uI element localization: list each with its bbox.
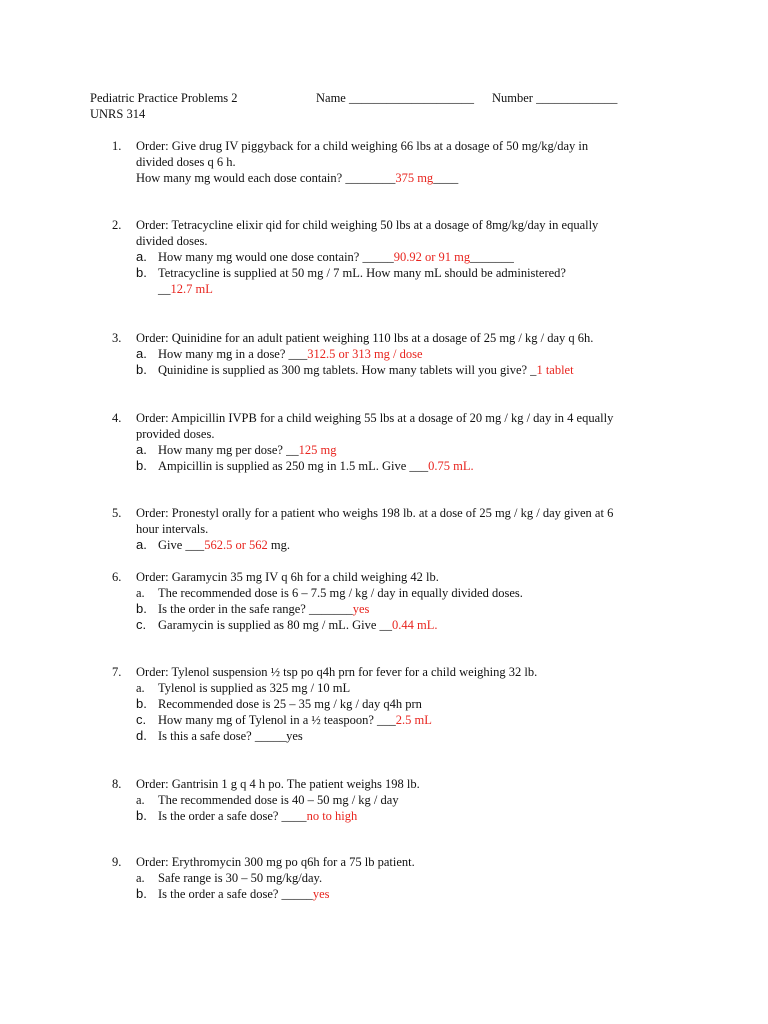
answer-text: no to high (306, 809, 358, 823)
problem-order (136, 505, 613, 537)
question-text: How many mg per dose? __ (158, 443, 299, 457)
number-field-label: Number _____________ (492, 91, 618, 105)
sub-letter: a. (136, 871, 145, 885)
order-line: Order: Tylenol suspension ½ tsp po q4h prn for fever for a child weighing 32 lb. (136, 665, 538, 679)
question-text: How many mg would one dose contain? _____ (158, 250, 394, 264)
problem-8 (112, 776, 420, 824)
order-line: Order: Gantrisin 1 g q 4 h po. The patient weighs 198 lb. (136, 777, 420, 791)
problem-6 (112, 569, 523, 633)
sub-letter: c. (136, 617, 147, 632)
problem-number: 2. (112, 218, 122, 232)
question-text: How many mg would each dose contain? ________ (136, 171, 396, 185)
problem-order (136, 217, 598, 249)
problem-order (136, 854, 415, 870)
unit-text: mg. (267, 538, 290, 552)
question-text: How many mg in a dose? ___ (158, 347, 308, 361)
sub-letter: a. (136, 681, 145, 695)
sub-question (136, 265, 598, 281)
order-line: hour intervals. (136, 522, 209, 536)
order-line: Order: Quinidine for an adult patient weighing 110 lbs at a dosage of 25 mg / kg / day q 6h. (136, 331, 594, 345)
answer-text: 0.75 mL. (428, 459, 474, 473)
question-text: Ampicillin is supplied as 250 mg in 1.5 mL. Give ___ (158, 459, 429, 473)
answer-text: 1 tablet (536, 363, 574, 377)
sub-letter: a. (136, 537, 147, 552)
sub-question (136, 362, 593, 378)
answer-text: 0.44 mL. (392, 618, 438, 632)
question-text: Is the order a safe dose? ____ (158, 809, 307, 823)
order-line: Order: Ampicillin IVPB for a child weighing 55 lbs at a dosage of 20 mg / kg / day in 4 equally (136, 411, 614, 425)
question-text: Tylenol is supplied as 325 mg / 10 mL (158, 681, 351, 695)
problem-order (136, 664, 537, 680)
problem-order (136, 330, 593, 346)
problem-number: 7. (112, 665, 122, 679)
sub-letter: a. (136, 249, 147, 264)
header-line (90, 90, 690, 106)
answer-blank: ____ (433, 171, 459, 185)
answer-blank: __ (158, 282, 171, 296)
answer-text: 2.5 mL (395, 713, 432, 727)
sub-letter: b. (136, 886, 147, 901)
sub-letter: b. (136, 362, 147, 377)
sub-question (136, 346, 593, 362)
problem-5 (112, 505, 613, 553)
question-line (136, 170, 588, 186)
order-line: divided doses q 6 h. (136, 155, 236, 169)
problem-number: 3. (112, 331, 122, 345)
problem-7 (112, 664, 537, 744)
sub-letter: b. (136, 808, 147, 823)
answer-text: 312.5 or 313 mg / dose (307, 347, 423, 361)
question-text: Quinidine is supplied as 300 mg tablets. How many tablets will you give? _ (158, 363, 537, 377)
sub-letter: a. (136, 442, 147, 457)
problem-1 (112, 138, 588, 186)
order-line: provided doses. (136, 427, 215, 441)
sub-question (136, 728, 537, 744)
question-text: The recommended dose is 40 – 50 mg / kg / day (158, 793, 399, 807)
order-line: Order: Garamycin 35 mg IV q 6h for a child weighing 42 lb. (136, 570, 439, 584)
sub-question (136, 712, 537, 728)
question-text: Tetracycline is supplied at 50 mg / 7 mL. How many mL should be administered? (158, 266, 566, 280)
sub-letter: c. (136, 712, 147, 727)
answer-text: 125 mg (298, 443, 337, 457)
question-text: Is the order a safe dose? _____ (158, 887, 313, 901)
problem-number: 5. (112, 506, 122, 520)
question-text: Safe range is 30 – 50 mg/kg/day. (158, 871, 323, 885)
question-text: Garamycin is supplied as 80 mg / mL. Give __ (158, 618, 392, 632)
answer-text: yes (352, 602, 370, 616)
answer-text: yes (312, 887, 330, 901)
order-line: Order: Pronestyl orally for a patient who weighs 198 lb. at a dose of 25 mg / kg / day given at 6 (136, 506, 614, 520)
answer-text: 90.92 or 91 mg (393, 250, 471, 264)
sub-question (136, 870, 415, 886)
question-text: How many mg of Tylenol in a ½ teaspoon? ___ (158, 713, 396, 727)
answer-text: 12.7 mL (170, 282, 213, 296)
sub-question (136, 808, 420, 824)
problem-order (136, 410, 613, 442)
worksheet-title: Pediatric Practice Problems 2 (90, 91, 238, 105)
answer-text: 562.5 or 562 (204, 538, 268, 552)
sub-question (136, 249, 598, 265)
order-line: divided doses. (136, 234, 208, 248)
sub-letter: a. (136, 346, 147, 361)
sub-question (136, 585, 523, 601)
problem-order (136, 776, 420, 792)
sub-question (136, 680, 537, 696)
sub-letter: a. (136, 793, 145, 807)
sub-letter: b. (136, 601, 147, 616)
question-text: Is the order in the safe range? _______ (158, 602, 353, 616)
problem-order (136, 569, 523, 585)
order-line: Order: Give drug IV piggyback for a child weighing 66 lbs at a dosage of 50 mg/kg/day in (136, 139, 589, 153)
question-text: Give ___ (158, 538, 205, 552)
order-line: Order: Tetracycline elixir qid for child weighing 50 lbs at a dosage of 8mg/kg/day in equally (136, 218, 599, 232)
problem-2 (112, 217, 598, 297)
sub-question (136, 537, 613, 553)
worksheet-header (90, 90, 690, 122)
problem-number: 1. (112, 139, 122, 153)
problem-number: 4. (112, 411, 122, 425)
sub-letter: b. (136, 265, 147, 280)
sub-question (136, 696, 537, 712)
problem-4 (112, 410, 613, 474)
answer-blank: _______ (470, 250, 514, 264)
sub-letter: b. (136, 696, 147, 711)
sub-letter: b. (136, 458, 147, 473)
problem-order (136, 138, 588, 186)
order-line: Order: Erythromycin 300 mg po q6h for a 75 lb patient. (136, 855, 415, 869)
sub-question (136, 601, 523, 617)
answer-text: 375 mg (395, 171, 434, 185)
sub-question (136, 792, 420, 808)
name-field-label: Name ____________________ (316, 91, 474, 105)
sub-letter: d. (136, 728, 147, 743)
problem-number: 9. (112, 855, 122, 869)
problem-9 (112, 854, 415, 902)
problem-number: 6. (112, 570, 122, 584)
question-text: Recommended dose is 25 – 35 mg / kg / day q4h prn (158, 697, 422, 711)
problem-3 (112, 330, 593, 378)
sub-question (136, 886, 415, 902)
sub-question-continued (158, 281, 598, 297)
sub-question (136, 617, 523, 633)
sub-question (136, 458, 613, 474)
problem-number: 8. (112, 777, 122, 791)
sub-question (136, 442, 613, 458)
course-code: UNRS 314 (90, 107, 146, 121)
sub-letter: a. (136, 586, 145, 600)
question-text: Is this a safe dose? _____yes (158, 729, 303, 743)
question-text: The recommended dose is 6 – 7.5 mg / kg / day in equally divided doses. (158, 586, 523, 600)
